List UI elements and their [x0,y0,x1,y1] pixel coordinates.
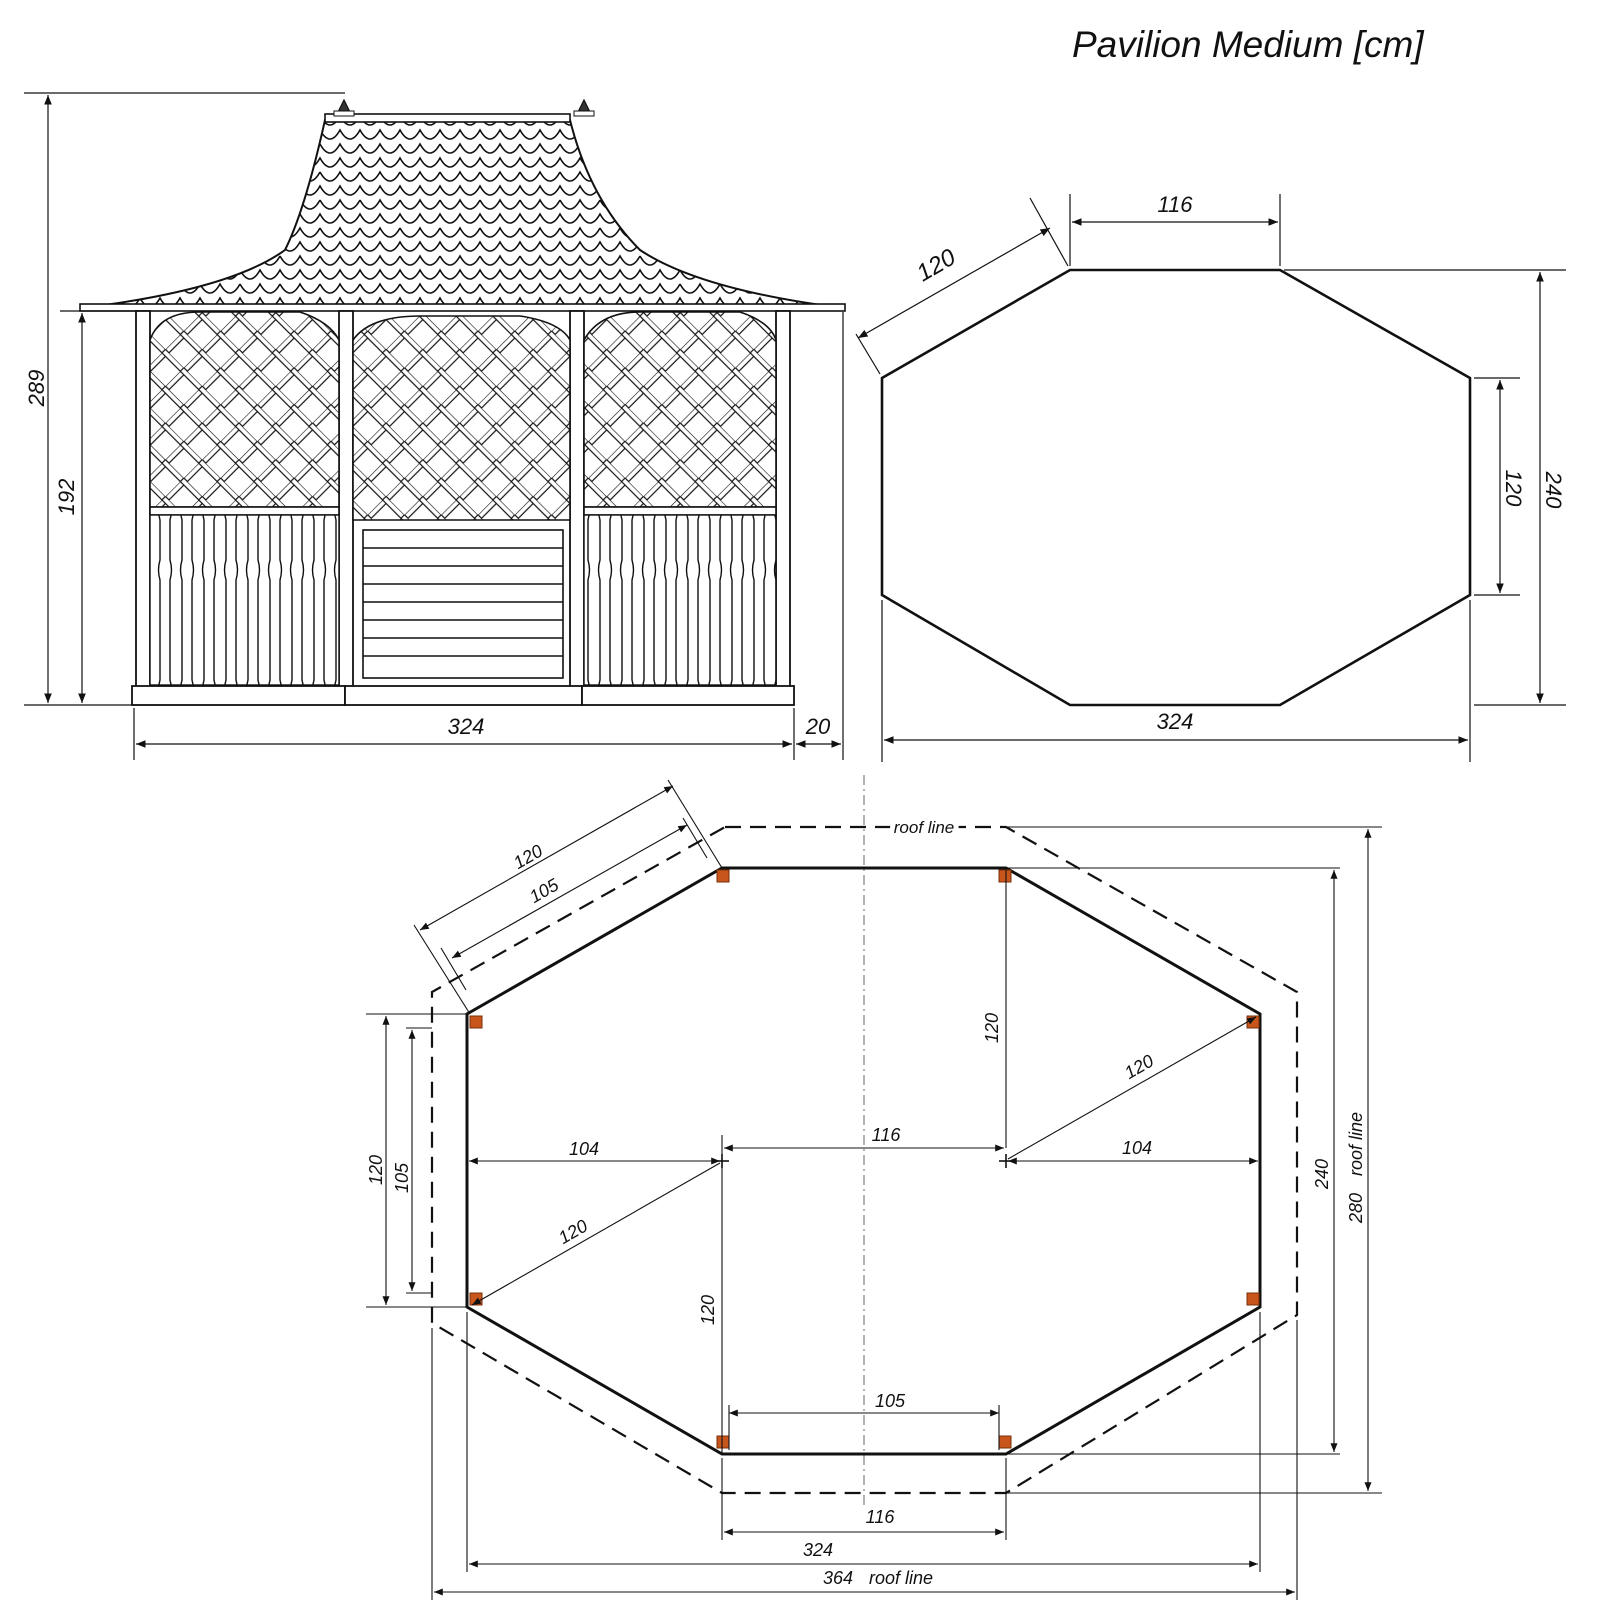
front-elevation [24,93,845,760]
post-marker [999,870,1011,882]
dim-offset-left: 104 [568,1139,600,1159]
dim-bottom-inner: 105 [874,1391,906,1411]
dim-roof-width-label: roof line [868,1568,934,1588]
top-plan [856,192,1566,762]
dim-plan-width: 324 [1156,709,1194,734]
post-marker [717,870,729,882]
floor-plan-dimensions [366,780,1382,1600]
dim-diag-inner: 105 [525,874,563,907]
post-marker [1247,1016,1259,1028]
dim-offset-right: 104 [1121,1138,1153,1158]
post-marker [1247,1293,1259,1305]
dim-radius-left: 120 [554,1215,592,1248]
dim-plan-top: 116 [1157,192,1193,217]
door-panel [363,530,563,678]
post-marker [999,1436,1011,1448]
floor-plan [366,775,1382,1600]
dim-roof-width: 364 [822,1568,854,1588]
roof-line-label: roof line [893,818,955,837]
dim-plan-depth: 240 [1541,471,1566,509]
plan-octagon [882,270,1470,705]
lattice-panels [150,312,776,520]
dim-wall-height: 192 [54,478,79,516]
dim-left-outer: 120 [366,1154,386,1186]
dim-bottom-outer: 116 [865,1507,895,1527]
dim-roof-depth: 280 [1346,1192,1366,1224]
roof [80,114,845,311]
dim-diag-outer: 120 [509,840,547,873]
dim-elevation-width: 324 [447,714,485,739]
finial-left [334,100,354,116]
dim-center-span: 116 [871,1125,901,1145]
dim-roof-depth-label: roof line [1346,1111,1366,1177]
dim-overhang: 20 [805,714,831,739]
finial-right [574,100,594,116]
dim-radius-right: 120 [1120,1050,1158,1083]
post-marker [470,1016,482,1028]
dim-left-inner: 105 [392,1162,412,1194]
dim-vertical-right: 120 [982,1012,1002,1044]
dim-plan-right: 120 [1501,469,1526,507]
dim-plan-diagonal: 120 [912,243,961,288]
base [132,686,794,705]
dim-floor-depth: 240 [1312,1158,1332,1190]
dim-total-height: 289 [24,369,49,407]
post-marker [717,1436,729,1448]
dim-vertical-bottom: 120 [698,1294,718,1326]
dim-floor-width: 324 [802,1540,834,1560]
page-title: Pavilion Medium [cm] [1072,24,1424,65]
